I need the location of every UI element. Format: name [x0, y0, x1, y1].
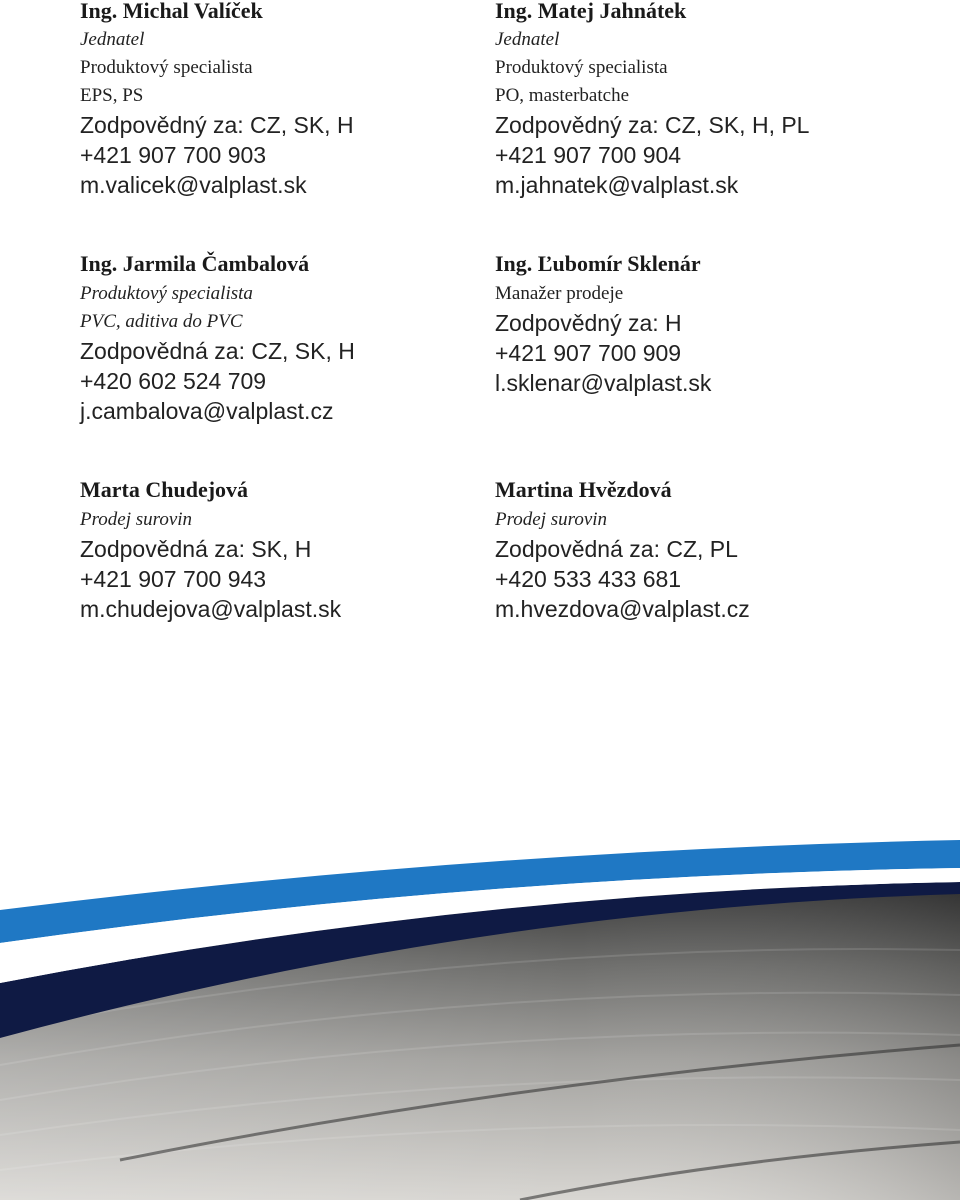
contact-card-hvezdova [495, 478, 895, 624]
contact-role: Manažer prodeje [495, 283, 624, 304]
contact-role: Jednatel [80, 29, 145, 50]
contact-products: PVC, aditiva do PVC [80, 311, 243, 332]
contact-role: Produktový specialista [80, 57, 253, 78]
contact-card-valicek [80, 0, 480, 200]
contact-role: Prodej surovin [495, 509, 608, 530]
contact-products: EPS, PS [80, 85, 144, 106]
contact-card-chudejova [80, 478, 480, 624]
contact-name: Ing. Ľubomír Sklenár [495, 251, 701, 276]
contact-phone[interactable]: +420 602 524 709 [80, 368, 267, 394]
contact-phone[interactable]: +421 907 700 943 [80, 566, 267, 592]
contact-email[interactable]: m.chudejova@valplast.sk [80, 596, 342, 622]
contact-region: Zodpovědný za: CZ, SK, H [80, 112, 354, 138]
contact-region: Zodpovědná za: CZ, PL [495, 536, 738, 562]
contact-name: Martina Hvězdová [495, 477, 672, 502]
contact-name: Ing. Matej Jahnátek [495, 0, 687, 23]
contact-role: Jednatel [495, 29, 560, 50]
contact-region: Zodpovědný za: CZ, SK, H, PL [495, 112, 810, 138]
contact-card-jahnatek [495, 0, 895, 200]
contact-region: Zodpovědná za: CZ, SK, H [80, 338, 355, 364]
contact-region: Zodpovědný za: H [495, 310, 682, 336]
contact-phone[interactable]: +421 907 700 904 [495, 142, 682, 168]
contact-products: PO, masterbatche [495, 85, 630, 106]
contact-email[interactable]: m.hvezdova@valplast.cz [495, 596, 750, 622]
contact-name: Ing. Jarmila Čambalová [80, 251, 310, 276]
contact-role: Produktový specialista [495, 57, 668, 78]
contact-phone[interactable]: +421 907 700 909 [495, 340, 682, 366]
contact-card-cambalova [80, 252, 480, 426]
contact-region: Zodpovědná za: SK, H [80, 536, 312, 562]
contact-email[interactable]: m.valicek@valplast.sk [80, 172, 307, 198]
contact-email[interactable]: l.sklenar@valplast.sk [495, 370, 712, 396]
contact-phone[interactable]: +420 533 433 681 [495, 566, 682, 592]
contact-phone[interactable]: +421 907 700 903 [80, 142, 267, 168]
contact-email[interactable]: m.jahnatek@valplast.sk [495, 172, 739, 198]
contact-role: Prodej surovin [80, 509, 193, 530]
contact-role: Produktový specialista [80, 283, 253, 304]
contact-card-sklenar [495, 252, 895, 398]
contact-email[interactable]: j.cambalova@valplast.cz [80, 398, 334, 424]
contact-name: Ing. Michal Valíček [80, 0, 263, 23]
contact-name: Marta Chudejová [80, 477, 249, 502]
footer-wood-banner [0, 830, 960, 1200]
